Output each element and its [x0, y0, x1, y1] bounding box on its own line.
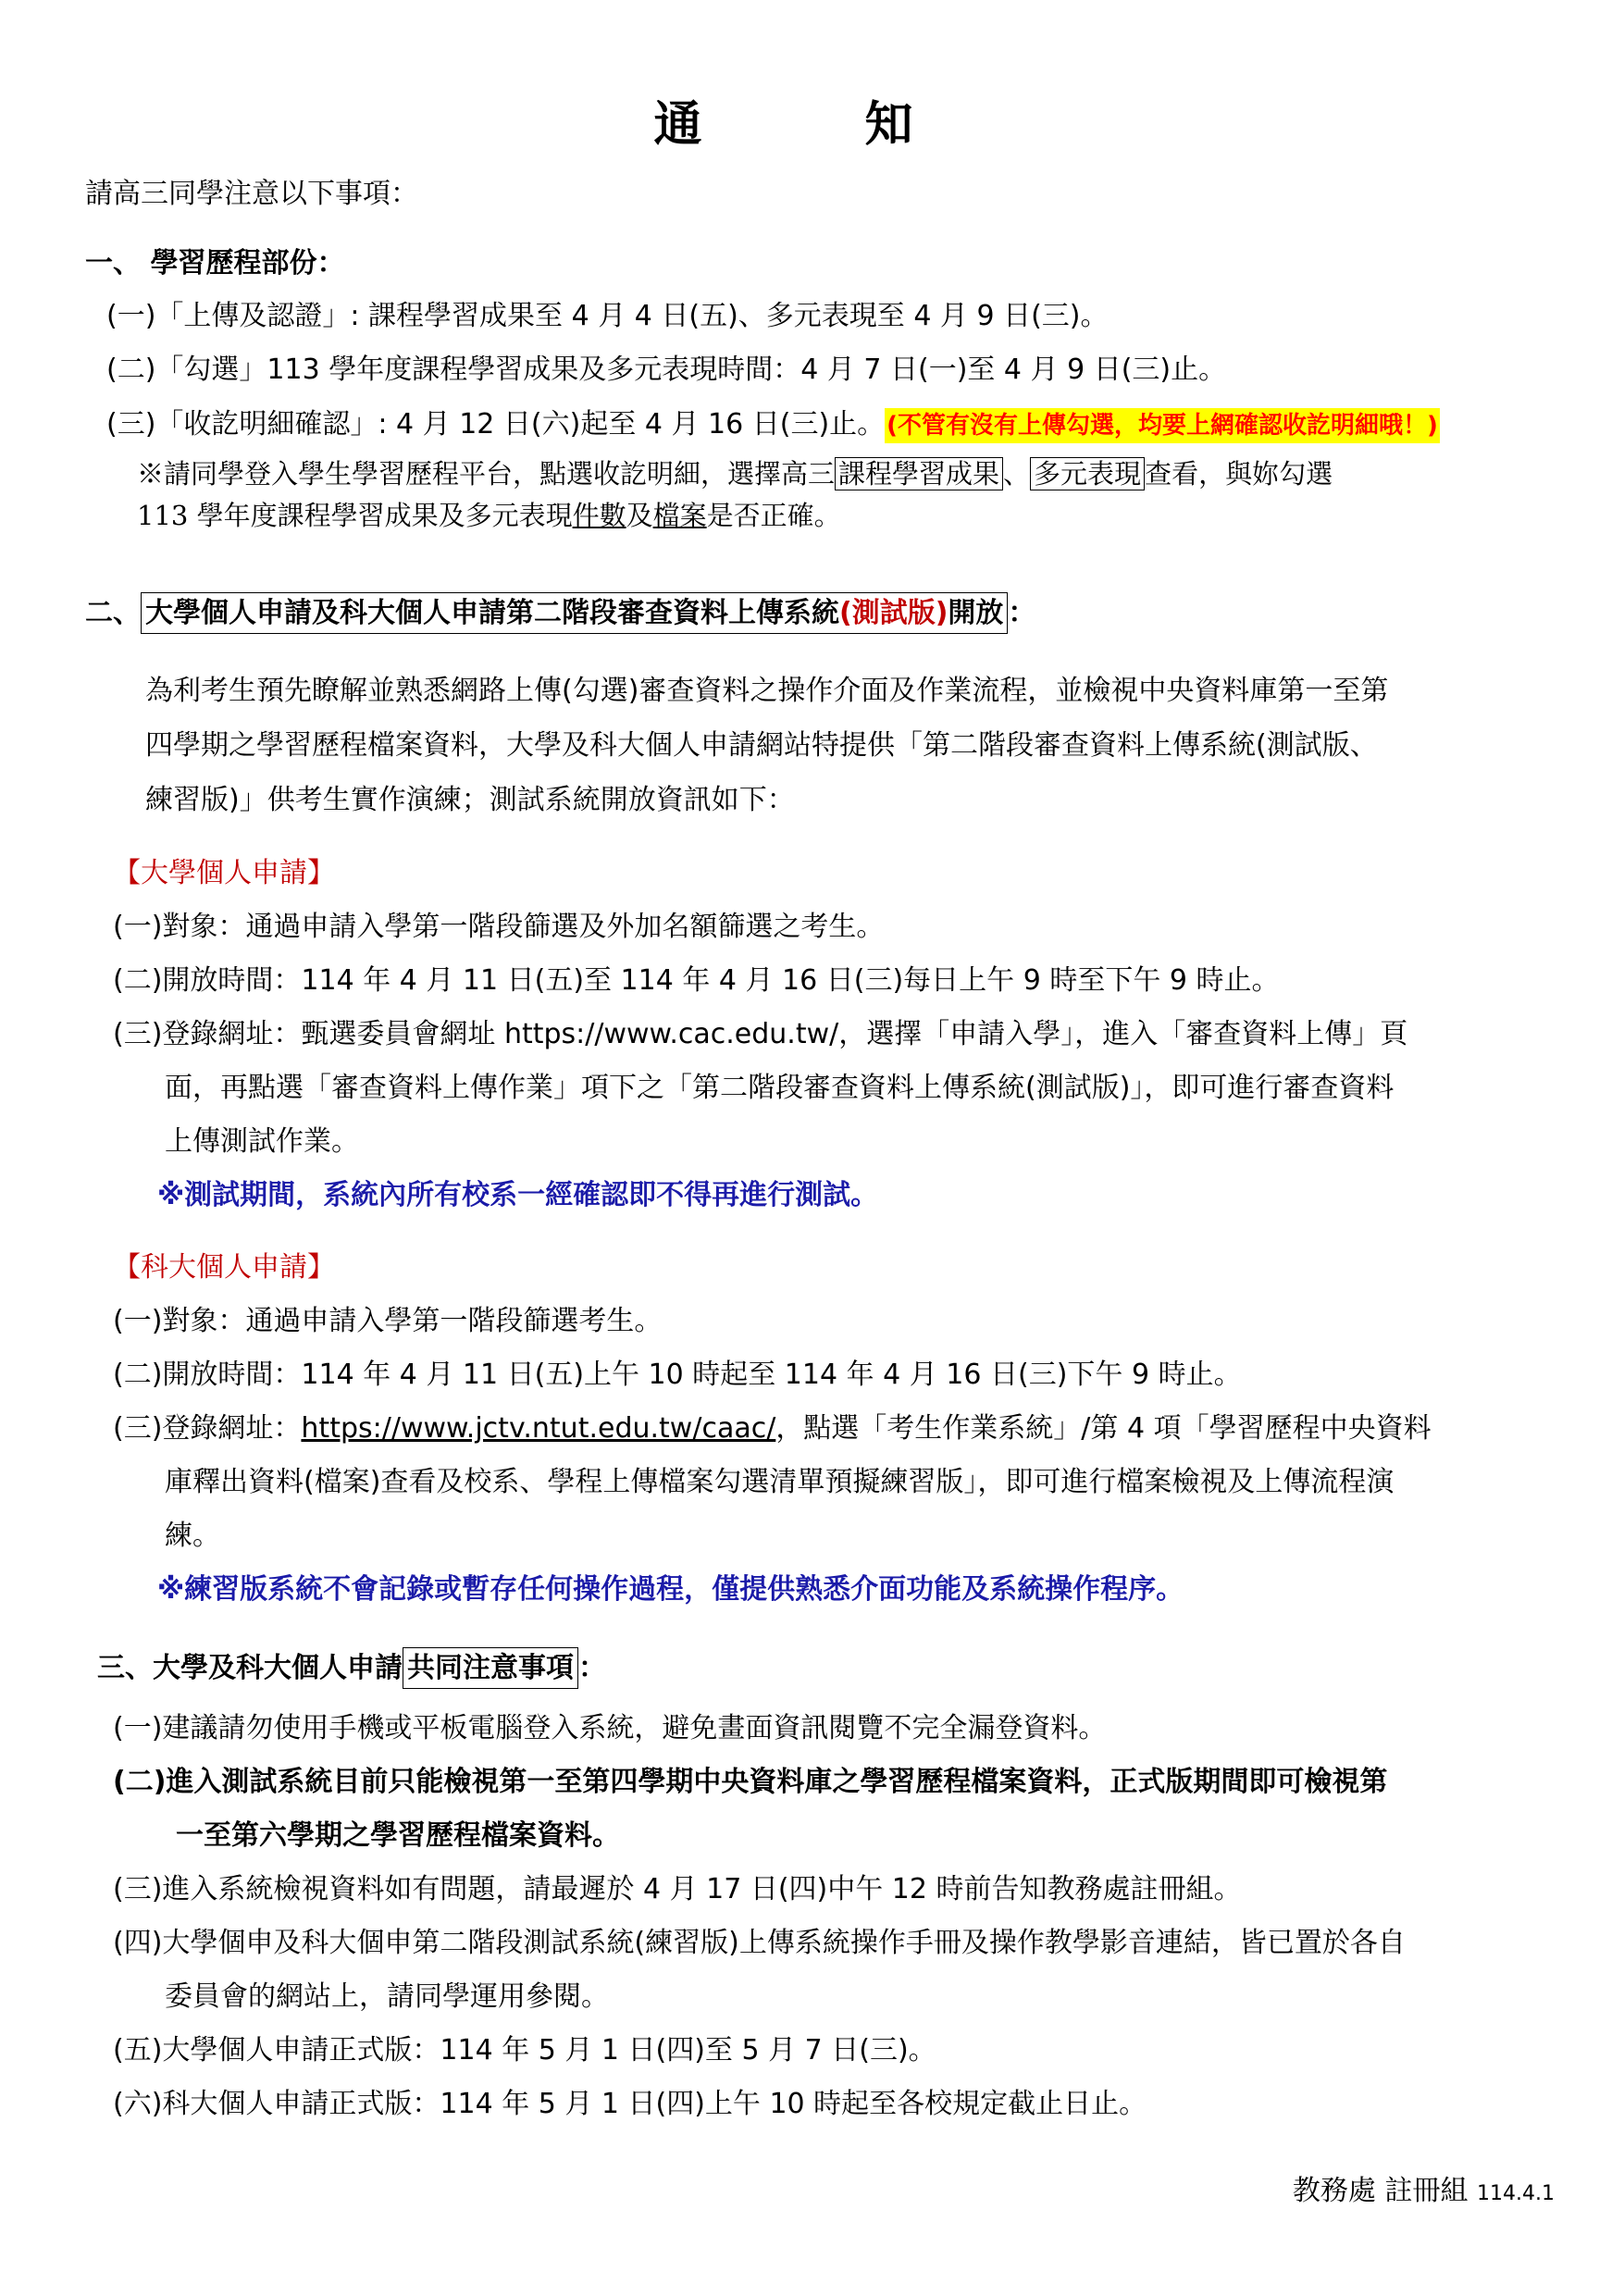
tech-application-label: 【科大個人申請】	[113, 1251, 335, 1284]
tech-line-5: 練。	[165, 1520, 220, 1552]
section-2-title-open: 開放	[948, 597, 1004, 629]
univ-line-1: (一)對象：通過申請入學第一階段篩選及外加名額篩選之考生。	[113, 911, 885, 943]
footer-office: 教務處 註冊組	[1292, 2175, 1469, 2207]
univ-line-3: (三)登錄網址：甄選委員會網址 https://www.cac.edu.tw/，選擇「申請入學」，進入「審查資料上傳」頁	[113, 1018, 1408, 1050]
tech-url-link[interactable]: https://www.jctv.ntut.edu.tw/caac/	[301, 1412, 776, 1445]
note-text: 是否正確。	[706, 500, 841, 531]
section-2-number: 二、	[85, 597, 141, 629]
section-1-item-3-text: (三)「收訖明細確認」: 4 月 12 日(六)起至 4 月 16 日(三)止。	[106, 408, 886, 441]
page-title: 通 知	[653, 97, 971, 153]
note-text: 及	[626, 500, 653, 531]
section-1-item-2: (二)「勾選」113 學年度課程學習成果及多元表現時間：4 月 7 日(一)至 4 月 9 日(三)止。	[106, 354, 1227, 386]
tech-line-1: (一)對象：通過申請入學第一階段篩選考生。	[113, 1305, 663, 1337]
section-3-item-2: (二)進入測試系統目前只能檢視第一至第四學期中央資料庫之學習歷程檔案資料，正式版期間即可檢視第	[113, 1766, 1388, 1798]
section-1-item-3	[106, 406, 1440, 444]
boxed-diverse-performance: 多元表現	[1030, 457, 1145, 490]
univ-line-2: (二)開放時間：114 年 4 月 11 日(五)至 114 年 4 月 16 日(三)每日上午 9 時至下午 9 時止。	[113, 964, 1280, 997]
section-2-title-text: 大學個人申請及科大個人申請第二階段審查資料上傳系統	[145, 597, 839, 629]
note-separator: 、	[1003, 458, 1031, 490]
underlined-count: 件數	[572, 500, 626, 531]
univ-note: ※測試期間，系統內所有校系一經確認即不得再進行測試。	[157, 1179, 879, 1211]
section-3-heading	[97, 1650, 606, 1687]
univ-line-4: 面，再點選「審查資料上傳作業」項下之「第二階段審查資料上傳系統(測試版)」，即可進行審查資料	[165, 1072, 1395, 1104]
section-1-heading: 一、 學習歷程部份：	[85, 247, 345, 279]
section-3-item-5: (五)大學個人申請正式版：114 年 5 月 1 日(四)至 5 月 7 日(三)。	[113, 2034, 936, 2066]
section-3-item-4-cont: 委員會的網站上，請同學運用參閱。	[165, 1980, 609, 2013]
section-3-boxed-title: 共同注意事項	[403, 1647, 578, 1689]
note-text: 113 學年度課程學習成果及多元表現	[137, 500, 573, 531]
section-3-item-4: (四)大學個申及科大個申第二階段測試系統(練習版)上傳系統操作手冊及操作教學影音連結，皆已置於各自	[113, 1927, 1406, 1959]
section-2-colon: ：	[1008, 597, 1036, 629]
tech-line-3	[113, 1410, 1432, 1447]
section-3-title-text: 三、大學及科大個人申請	[97, 1652, 403, 1684]
section-2-para-line-1: 為利考生預先瞭解並熟悉網路上傳(勾選)審查資料之操作介面及作業流程，並檢視中央資料庫第一至第	[145, 675, 1389, 707]
section-3-item-1: (一)建議請勿使用手機或平板電腦登入系統，避免畫面資訊閱覽不完全漏登資料。	[113, 1712, 1107, 1744]
tech-line-4: 庫釋出資料(檔案)查看及校系、學程上傳檔案勾選清單預擬練習版」，即可進行檔案檢視及上傳流程演	[165, 1466, 1395, 1498]
intro-text: 請高三同學注意以下事項：	[85, 178, 418, 210]
section-2-para-line-3: 練習版)」供考生實作演練；測試系統開放資訊如下：	[145, 784, 795, 816]
tech-line-3-rest: ，點選「考生作業系統」/第 4 項「學習歷程中央資料	[775, 1412, 1432, 1445]
section-2-heading	[85, 595, 1035, 632]
section-2-boxed-title	[141, 592, 1008, 634]
section-3-colon: ：	[578, 1652, 606, 1684]
section-3-item-2-cont: 一至第六學期之學習歷程檔案資料。	[176, 1819, 620, 1852]
section-1-note-line-1	[137, 455, 1333, 492]
tech-url-label: (三)登錄網址：	[113, 1412, 302, 1445]
footer-date: 114.4.1	[1477, 2182, 1555, 2205]
note-text: ※請同學登入學生學習歷程平台，點選收訖明細，選擇高三	[137, 458, 836, 490]
section-1-note-line-2	[137, 497, 841, 534]
highlight-warning: (不管有沒有上傳勾選，均要上網確認收訖明細哦！)	[885, 408, 1440, 443]
note-text: 查看，與妳勾選	[1145, 458, 1333, 490]
section-2-para-line-2: 四學期之學習歷程檔案資料，大學及科大個人申請網站特提供「第二階段審查資料上傳系統(測試版、	[145, 729, 1378, 762]
tech-line-2: (二)開放時間：114 年 4 月 11 日(五)上午 10 時起至 114 年 4 月 16 日(三)下午 9 時止。	[113, 1359, 1242, 1391]
tech-note: ※練習版系統不會記錄或暫存任何操作過程，僅提供熟悉介面功能及系統操作程序。	[157, 1573, 1184, 1606]
section-3-item-3: (三)進入系統檢視資料如有問題，請最遲於 4 月 17 日(四)中午 12 時前告知教務處註冊組。	[113, 1873, 1242, 1905]
section-3-item-6: (六)科大個人申請正式版：114 年 5 月 1 日(四)上午 10 時起至各校規定截止日止。	[113, 2088, 1147, 2120]
section-1-item-1: (一)「上傳及認證」: 課程學習成果至 4 月 4 日(五)、多元表現至 4 月 9 日(三)。	[106, 300, 1109, 332]
boxed-course-results: 課程學習成果	[835, 457, 1003, 490]
univ-line-5: 上傳測試作業。	[165, 1125, 359, 1158]
footer-signature	[1293, 2167, 1555, 2208]
univ-application-label: 【大學個人申請】	[113, 857, 335, 889]
test-version-label: (測試版)	[839, 597, 948, 629]
underlined-files: 檔案	[652, 500, 707, 531]
